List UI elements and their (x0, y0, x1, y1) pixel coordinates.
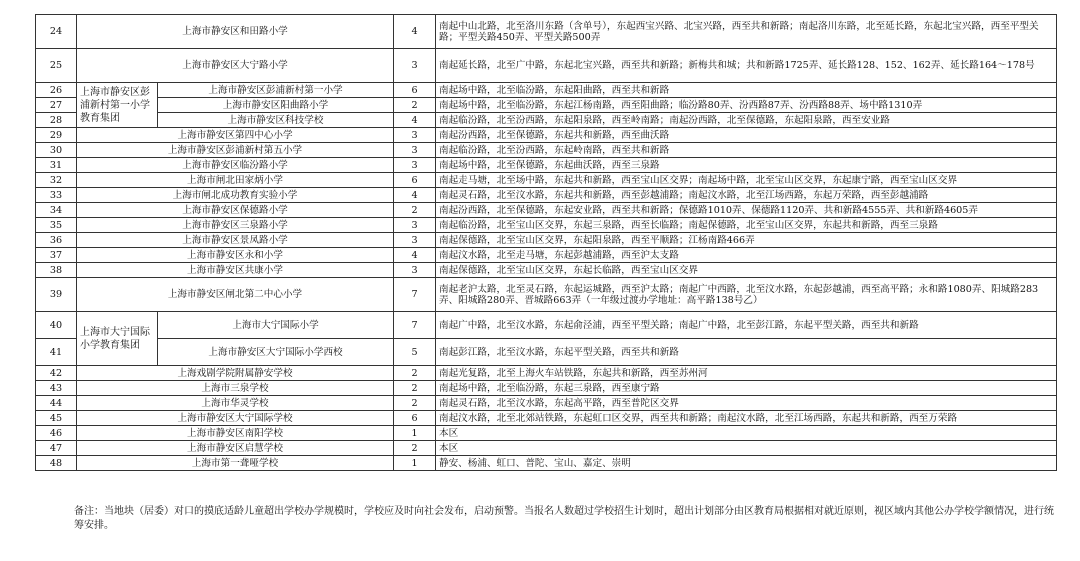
row-number: 39 (36, 278, 77, 312)
school-name: 上海市静安区大宁国际学校 (77, 411, 394, 426)
education-group-name: 上海市静安区彭浦新村第一小学教育集团 (77, 83, 158, 128)
class-count: 1 (394, 426, 436, 441)
enrollment-area: 南起灵石路，北至汶水路，东起共和新路，西至彭越浦路；南起汶水路，北至江场西路，东起万荣路，西至彭越浦路 (436, 188, 1057, 203)
school-name: 上海市华灵学校 (77, 396, 394, 411)
table-row (36, 203, 1057, 218)
row-number: 45 (36, 411, 77, 426)
table-row (36, 98, 1057, 113)
class-count: 1 (394, 456, 436, 471)
school-name: 上海市静安区大宁国际小学西校 (158, 339, 394, 366)
row-number: 42 (36, 366, 77, 381)
enrollment-area: 南起保德路，北至宝山区交界，东起长临路，西至宝山区交界 (436, 263, 1057, 278)
class-count: 6 (394, 173, 436, 188)
enrollment-table-container (35, 14, 1056, 471)
enrollment-area: 本区 (436, 426, 1057, 441)
table-row (36, 441, 1057, 456)
row-number: 36 (36, 233, 77, 248)
enrollment-area: 本区 (436, 441, 1057, 456)
school-name: 上海市静安区保德路小学 (77, 203, 394, 218)
school-name: 上海市大宁国际小学 (158, 312, 394, 339)
class-count: 4 (394, 15, 436, 49)
row-number: 33 (36, 188, 77, 203)
enrollment-area: 南起灵石路，北至汶水路，东起高平路，西至普陀区交界 (436, 396, 1057, 411)
enrollment-area: 南起延长路，北至广中路，东起北宝兴路，西至共和新路；新梅共和城；共和新路1725弄、延长路128、152、162弄、延长路164～178号 (436, 49, 1057, 83)
enrollment-area: 南起中山北路，北至洛川东路（含单号），东起西宝兴路、北宝兴路，西至共和新路；南起洛川东路，北至延长路，东起北宝兴路，西至平型关路；平型关路450弄、平型关路500弄 (436, 15, 1057, 49)
row-number: 46 (36, 426, 77, 441)
row-number: 26 (36, 83, 77, 98)
class-count: 4 (394, 113, 436, 128)
school-name: 上海市静安区南阳学校 (77, 426, 394, 441)
row-number: 27 (36, 98, 77, 113)
school-name: 上海市静安区三泉路小学 (77, 218, 394, 233)
table-row (36, 339, 1057, 366)
class-count: 4 (394, 248, 436, 263)
class-count: 7 (394, 278, 436, 312)
table-row (36, 188, 1057, 203)
row-number: 30 (36, 143, 77, 158)
class-count: 3 (394, 143, 436, 158)
school-name: 上海市静安区第四中心小学 (77, 128, 394, 143)
class-count: 3 (394, 128, 436, 143)
enrollment-area: 南起光复路，北至上海火车站铁路，东起共和新路，西至苏州河 (436, 366, 1057, 381)
enrollment-area: 南起彭江路，北至汶水路，东起平型关路，西至共和新路 (436, 339, 1057, 366)
class-count: 2 (394, 396, 436, 411)
table-row (36, 263, 1057, 278)
table-row (36, 456, 1057, 471)
class-count: 6 (394, 83, 436, 98)
enrollment-area: 南起汾西路，北至保德路，东起安业路，西至共和新路；保德路1010弄、保德路1120弄、共和新路4555弄、共和新路4605弄 (436, 203, 1057, 218)
class-count: 4 (394, 188, 436, 203)
enrollment-area: 南起汶水路，北至走马塘，东起彭越浦路，西至沪太支路 (436, 248, 1057, 263)
table-row (36, 396, 1057, 411)
row-number: 41 (36, 339, 77, 366)
school-name: 上海市静安区和田路小学 (77, 15, 394, 49)
enrollment-area: 南起临汾路，北至汾西路，东起阳泉路，西至岭南路；南起汾西路，北至保德路，东起阳泉路，西至安业路 (436, 113, 1057, 128)
class-count: 5 (394, 339, 436, 366)
class-count: 2 (394, 441, 436, 456)
school-name: 上海市静安区大宁路小学 (77, 49, 394, 83)
footnote: 备注：当地块（居委）对口的摸底适龄儿童超出学校办学规模时，学校应及时向社会发布，启动预警。当报名人数超过学校招生计划时，超出计划部分由区教育局根据相对就近原则，视区域内其他公办学校学额情况，进行统筹安排。 (74, 506, 1054, 531)
school-name: 上海市静安区阳曲路小学 (158, 98, 394, 113)
enrollment-area: 南起场中路，北至保德路，东起曲沃路，西至三泉路 (436, 158, 1057, 173)
enrollment-area: 南起临汾路，北至汾西路，东起岭南路，西至共和新路 (436, 143, 1057, 158)
enrollment-area: 南起老沪太路，北至灵石路，东起运城路，西至沪太路；南起广中西路，北至汶水路，东起彭越浦，西至高平路；永和路1080弄、阳城路283弄、阳城路280弄、晋城路663弄（一年级过渡办学地址：高平路138号乙） (436, 278, 1057, 312)
table-row (36, 113, 1057, 128)
school-name: 上海市静安区闸北第二中心小学 (77, 278, 394, 312)
class-count: 2 (394, 381, 436, 396)
class-count: 3 (394, 158, 436, 173)
class-count: 2 (394, 98, 436, 113)
enrollment-area: 南起场中路，北至临汾路，东起阳曲路，西至共和新路 (436, 83, 1057, 98)
row-number: 37 (36, 248, 77, 263)
enrollment-area: 南起汶水路，北至北郊站铁路，东起虹口区交界，西至共和新路；南起汶水路，北至江场西路，东起共和新路，西至万荣路 (436, 411, 1057, 426)
table-row (36, 143, 1057, 158)
enrollment-area: 南起场中路，北至临汾路，东起三泉路，西至康宁路 (436, 381, 1057, 396)
school-name: 上海市静安区景凤路小学 (77, 233, 394, 248)
class-count: 2 (394, 366, 436, 381)
school-name: 上海市静安区彭浦新村第五小学 (77, 143, 394, 158)
table-row (36, 218, 1057, 233)
row-number: 29 (36, 128, 77, 143)
row-number: 32 (36, 173, 77, 188)
class-count: 6 (394, 411, 436, 426)
school-name: 上海市静安区临汾路小学 (77, 158, 394, 173)
education-group-name: 上海市大宁国际小学教育集团 (77, 312, 158, 366)
row-number: 25 (36, 49, 77, 83)
row-number: 35 (36, 218, 77, 233)
school-name: 上海市静安区科技学校 (158, 113, 394, 128)
row-number: 24 (36, 15, 77, 49)
class-count: 3 (394, 218, 436, 233)
enrollment-area: 南起临汾路，北至宝山区交界，东起三泉路，西至长临路；南起保德路，北至宝山区交界，东起共和新路，西至三泉路 (436, 218, 1057, 233)
row-number: 34 (36, 203, 77, 218)
table-row (36, 173, 1057, 188)
table-row (36, 278, 1057, 312)
class-count: 3 (394, 263, 436, 278)
table-row (36, 426, 1057, 441)
enrollment-area: 南起场中路，北至临汾路，东起江杨南路，西至阳曲路；临汾路80弄、汾西路87弄、汾西路88弄、场中路1310弄 (436, 98, 1057, 113)
row-number: 44 (36, 396, 77, 411)
enrollment-area: 南起走马塘，北至场中路，东起共和新路，西至宝山区交界；南起场中路，北至宝山区交界，东起康宁路，西至宝山区交界 (436, 173, 1057, 188)
class-count: 7 (394, 312, 436, 339)
table-row (36, 312, 1057, 339)
row-number: 43 (36, 381, 77, 396)
row-number: 40 (36, 312, 77, 339)
school-name: 上海市闸北成功教育实验小学 (77, 188, 394, 203)
table-row (36, 411, 1057, 426)
school-name: 上海戏剧学院附属静安学校 (77, 366, 394, 381)
table-row (36, 83, 1057, 98)
row-number: 48 (36, 456, 77, 471)
class-count: 2 (394, 203, 436, 218)
table-row (36, 366, 1057, 381)
school-name: 上海市静安区永和小学 (77, 248, 394, 263)
row-number: 38 (36, 263, 77, 278)
table-row (36, 381, 1057, 396)
table-row (36, 15, 1057, 49)
table-row (36, 128, 1057, 143)
row-number: 28 (36, 113, 77, 128)
class-count: 3 (394, 49, 436, 83)
enrollment-area: 南起汾西路，北至保德路，东起共和新路，西至曲沃路 (436, 128, 1057, 143)
school-name: 上海市三泉学校 (77, 381, 394, 396)
row-number: 31 (36, 158, 77, 173)
table-row (36, 158, 1057, 173)
table-row (36, 49, 1057, 83)
school-name: 上海市第一聋哑学校 (77, 456, 394, 471)
table-row (36, 233, 1057, 248)
enrollment-area: 静安、杨浦、虹口、普陀、宝山、嘉定、崇明 (436, 456, 1057, 471)
school-name: 上海市静安区彭浦新村第一小学 (158, 83, 394, 98)
enrollment-area: 南起广中路，北至汶水路，东起俞泾浦，西至平型关路；南起广中路，北至彭江路，东起平型关路，西至共和新路 (436, 312, 1057, 339)
table-row (36, 248, 1057, 263)
school-name: 上海市静安区启慧学校 (77, 441, 394, 456)
school-name: 上海市静安区共康小学 (77, 263, 394, 278)
enrollment-table (35, 14, 1057, 471)
row-number: 47 (36, 441, 77, 456)
enrollment-area: 南起保德路，北至宝山区交界，东起阳泉路，西至平顺路；江杨南路466弄 (436, 233, 1057, 248)
class-count: 3 (394, 233, 436, 248)
school-name: 上海市闸北田家炳小学 (77, 173, 394, 188)
